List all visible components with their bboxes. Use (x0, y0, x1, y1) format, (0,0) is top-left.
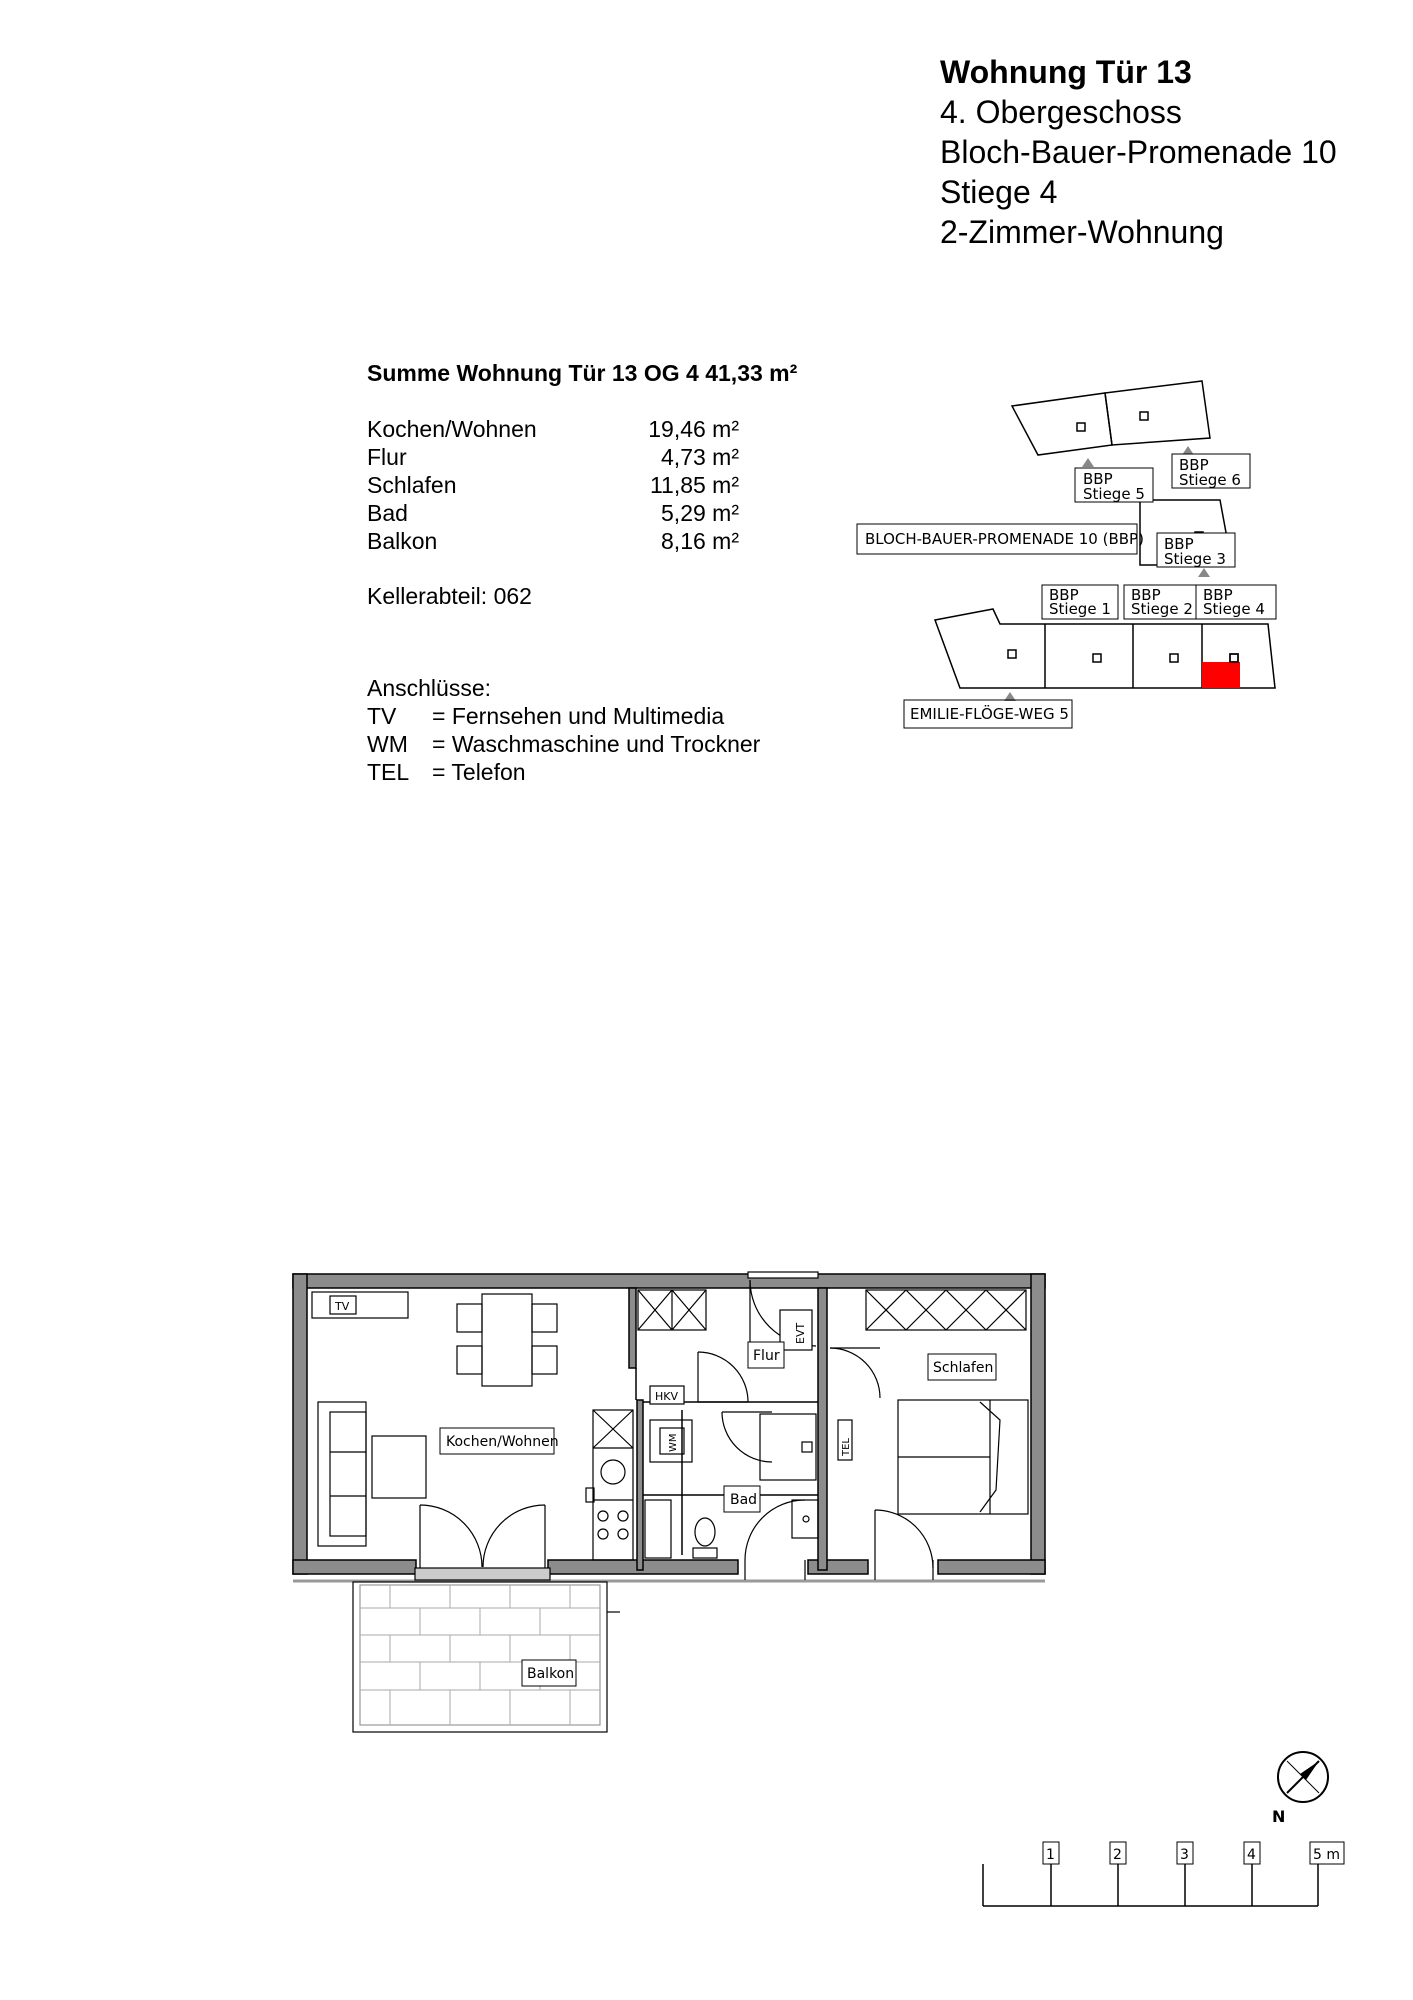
staircase-label: Stiege 4 (940, 174, 1058, 210)
svg-text:Stiege 1: Stiege 1 (1049, 600, 1111, 618)
scale-tick: 3 (1180, 1847, 1189, 1863)
balcony (353, 1582, 620, 1732)
toilet-icon (695, 1518, 715, 1546)
balcony-door (415, 1505, 550, 1580)
kitchen-counter-top (638, 1290, 706, 1330)
connection-desc: = Waschmaschine und Trockner (432, 731, 761, 757)
dining-table (457, 1294, 557, 1386)
scale-bar (980, 1840, 1360, 1912)
room-area: 5,29 m² (661, 500, 739, 526)
connection-code: TEL (367, 759, 410, 785)
svg-text:EVT: EVT (794, 1322, 807, 1344)
svg-text:TEL: TEL (841, 1438, 852, 1456)
room-label-flur: Flur (753, 1348, 780, 1364)
svg-text:BBP: BBP (1131, 586, 1161, 604)
room-label-schlafen: Schlafen (933, 1360, 994, 1376)
room-area: 11,85 m² (649, 472, 739, 498)
storage-label: Kellerabteil: 062 (367, 583, 532, 609)
tv-board (312, 1292, 408, 1318)
area-summary-title: Summe Wohnung Tür 13 OG 4 41,33 m² (367, 360, 798, 386)
svg-text:BBP: BBP (1164, 535, 1194, 553)
kitchen-unit (586, 1410, 633, 1560)
apartment-type: 2-Zimmer-Wohnung (940, 214, 1224, 250)
svg-text:BBP: BBP (1049, 586, 1079, 604)
coffee-table (372, 1436, 426, 1498)
connection-desc: = Fernsehen und Multimedia (432, 703, 725, 729)
room-name: Kochen/Wohnen (367, 416, 537, 442)
svg-text:Stiege 6: Stiege 6 (1179, 471, 1241, 489)
flur-door (698, 1352, 748, 1402)
address-label: Bloch-Bauer-Promenade 10 (940, 134, 1337, 170)
bad-door (722, 1412, 772, 1462)
svg-text:BBP: BBP (1179, 456, 1209, 474)
connection-desc: = Telefon (432, 759, 526, 785)
room-label-balkon: Balkon (527, 1666, 575, 1682)
sofa (318, 1402, 426, 1546)
svg-text:BBP: BBP (1203, 586, 1233, 604)
svg-text:BBP: BBP (1083, 470, 1113, 488)
room-name: Bad (367, 500, 408, 526)
scale-tick: 2 (1113, 1847, 1122, 1863)
room-name: Schlafen (367, 472, 457, 498)
svg-text:Stiege 5: Stiege 5 (1083, 485, 1145, 503)
room-area: 19,46 m² (648, 416, 739, 442)
exterior-walls (293, 1274, 1045, 1574)
street-label-main: BLOCH-BAUER-PROMENADE 10 (BBP) (865, 530, 1144, 548)
room-label-bad: Bad (730, 1492, 758, 1508)
compass-label: N (1272, 1807, 1286, 1825)
washbasin (792, 1500, 818, 1538)
room-name: Balkon (367, 528, 438, 554)
svg-text:Stiege 3: Stiege 3 (1164, 550, 1226, 568)
scale-tick: 1 (1046, 1847, 1055, 1863)
room-name: Flur (367, 444, 407, 470)
room-area: 8,16 m² (661, 528, 739, 554)
schlafen-door (830, 1348, 880, 1398)
apartment-title: Wohnung Tür 13 (940, 54, 1192, 90)
connection-code: TV (367, 703, 397, 729)
shower (760, 1414, 816, 1480)
room-area: 4,73 m² (661, 444, 739, 470)
wardrobe (866, 1290, 1026, 1330)
connection-code: WM (367, 731, 408, 757)
tv-label: TV (335, 1300, 350, 1313)
svg-text:HKV: HKV (655, 1390, 679, 1403)
svg-text:Stiege 2: Stiege 2 (1131, 600, 1193, 618)
room-label-kochen: Kochen/Wohnen (446, 1434, 559, 1450)
connections-title: Anschlüsse: (367, 675, 492, 701)
sink-icon (601, 1460, 625, 1484)
floor-label: 4. Obergeschoss (940, 94, 1182, 130)
street-label-side: EMILIE-FLÖGE-WEG 5 (910, 705, 1069, 723)
schlafen-window (875, 1510, 933, 1568)
compass (1270, 1750, 1340, 1825)
svg-text:Stiege 4: Stiege 4 (1203, 600, 1265, 618)
scale-tick: 4 (1247, 1847, 1256, 1863)
svg-text:WM: WM (668, 1433, 679, 1452)
scale-tick: 5 m (1313, 1847, 1340, 1863)
